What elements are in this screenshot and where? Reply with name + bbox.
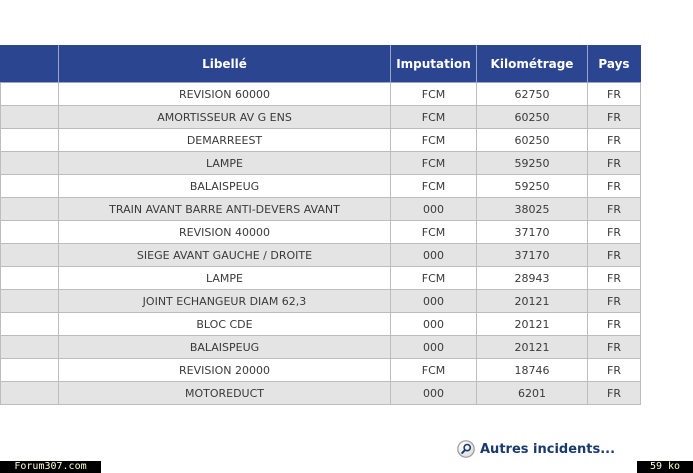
table-header bbox=[1, 46, 641, 83]
cell-kilometrage: 60250 bbox=[477, 129, 588, 152]
column-header-rowheader bbox=[1, 46, 59, 83]
cell-rowheader bbox=[1, 336, 59, 359]
cell-rowheader bbox=[1, 267, 59, 290]
cell-kilometrage: 20121 bbox=[477, 313, 588, 336]
cell-kilometrage: 20121 bbox=[477, 290, 588, 313]
cell-rowheader bbox=[1, 359, 59, 382]
file-size-badge: 59 ko bbox=[637, 461, 693, 473]
table-row bbox=[1, 198, 641, 221]
cell-imputation: 000 bbox=[391, 313, 477, 336]
cell-rowheader bbox=[1, 129, 59, 152]
table-row bbox=[1, 129, 641, 152]
cell-pays: FR bbox=[588, 313, 641, 336]
table-row bbox=[1, 83, 641, 106]
cell-rowheader bbox=[1, 83, 59, 106]
cell-libelle: REVISION 60000 bbox=[59, 83, 391, 106]
cell-libelle: DEMARREEST bbox=[59, 129, 391, 152]
table-row bbox=[1, 313, 641, 336]
cell-pays: FR bbox=[588, 152, 641, 175]
cell-libelle: LAMPE bbox=[59, 152, 391, 175]
column-header-imputation: Imputation bbox=[391, 46, 477, 83]
cell-pays: FR bbox=[588, 83, 641, 106]
cell-libelle: LAMPE bbox=[59, 267, 391, 290]
cell-pays: FR bbox=[588, 290, 641, 313]
cell-libelle: AMORTISSEUR AV G ENS bbox=[59, 106, 391, 129]
cell-libelle: JOINT ECHANGEUR DIAM 62,3 bbox=[59, 290, 391, 313]
cell-libelle: BALAISPEUG bbox=[59, 175, 391, 198]
cell-libelle: BLOC CDE bbox=[59, 313, 391, 336]
other-incidents-link[interactable] bbox=[457, 440, 615, 458]
cell-pays: FR bbox=[588, 244, 641, 267]
table-row bbox=[1, 382, 641, 405]
table-row bbox=[1, 221, 641, 244]
cell-kilometrage: 18746 bbox=[477, 359, 588, 382]
cell-imputation: 000 bbox=[391, 198, 477, 221]
other-incidents-label: Autres incidents... bbox=[480, 441, 616, 457]
cell-rowheader bbox=[1, 244, 59, 267]
cell-rowheader bbox=[1, 106, 59, 129]
cell-kilometrage: 60250 bbox=[477, 106, 588, 129]
watermark-forum307: Forum307.com bbox=[0, 461, 101, 473]
cell-rowheader bbox=[1, 290, 59, 313]
cell-pays: FR bbox=[588, 175, 641, 198]
column-header-kilometrage: Kilométrage bbox=[477, 46, 588, 83]
cell-kilometrage: 6201 bbox=[477, 382, 588, 405]
cell-pays: FR bbox=[588, 336, 641, 359]
cell-libelle: REVISION 40000 bbox=[59, 221, 391, 244]
cell-rowheader bbox=[1, 175, 59, 198]
column-header-libelle: Libellé bbox=[59, 46, 391, 83]
table-header-row bbox=[1, 46, 641, 83]
cell-imputation: FCM bbox=[391, 175, 477, 198]
cell-imputation: FCM bbox=[391, 152, 477, 175]
cell-pays: FR bbox=[588, 267, 641, 290]
table-row bbox=[1, 106, 641, 129]
cell-imputation: 000 bbox=[391, 336, 477, 359]
cell-kilometrage: 37170 bbox=[477, 244, 588, 267]
table-row bbox=[1, 336, 641, 359]
column-header-pays: Pays bbox=[588, 46, 641, 83]
cell-kilometrage: 38025 bbox=[477, 198, 588, 221]
cell-pays: FR bbox=[588, 221, 641, 244]
cell-kilometrage: 37170 bbox=[477, 221, 588, 244]
cell-imputation: 000 bbox=[391, 382, 477, 405]
cell-pays: FR bbox=[588, 129, 641, 152]
cell-imputation: FCM bbox=[391, 106, 477, 129]
cell-rowheader bbox=[1, 152, 59, 175]
cell-rowheader bbox=[1, 198, 59, 221]
table-body bbox=[1, 83, 641, 405]
cell-imputation: FCM bbox=[391, 129, 477, 152]
table-row bbox=[1, 290, 641, 313]
cell-pays: FR bbox=[588, 106, 641, 129]
cell-imputation: FCM bbox=[391, 221, 477, 244]
cell-imputation: 000 bbox=[391, 290, 477, 313]
cell-libelle: TRAIN AVANT BARRE ANTI-DEVERS AVANT bbox=[59, 198, 391, 221]
table-row bbox=[1, 244, 641, 267]
magnifier-icon bbox=[457, 440, 475, 458]
cell-pays: FR bbox=[588, 359, 641, 382]
cell-kilometrage: 20121 bbox=[477, 336, 588, 359]
cell-libelle: REVISION 20000 bbox=[59, 359, 391, 382]
cell-rowheader bbox=[1, 221, 59, 244]
cell-rowheader bbox=[1, 382, 59, 405]
cell-kilometrage: 62750 bbox=[477, 83, 588, 106]
table-row bbox=[1, 175, 641, 198]
cell-libelle: SIEGE AVANT GAUCHE / DROITE bbox=[59, 244, 391, 267]
cell-pays: FR bbox=[588, 382, 641, 405]
cell-kilometrage: 28943 bbox=[477, 267, 588, 290]
cell-kilometrage: 59250 bbox=[477, 175, 588, 198]
cell-libelle: BALAISPEUG bbox=[59, 336, 391, 359]
table-row bbox=[1, 267, 641, 290]
incidents-table bbox=[0, 45, 641, 405]
cell-pays: FR bbox=[588, 198, 641, 221]
cell-imputation: 000 bbox=[391, 244, 477, 267]
cell-imputation: FCM bbox=[391, 83, 477, 106]
cell-libelle: MOTOREDUCT bbox=[59, 382, 391, 405]
cell-kilometrage: 59250 bbox=[477, 152, 588, 175]
table-row bbox=[1, 152, 641, 175]
table-row bbox=[1, 359, 641, 382]
cell-imputation: FCM bbox=[391, 359, 477, 382]
cell-imputation: FCM bbox=[391, 267, 477, 290]
cell-rowheader bbox=[1, 313, 59, 336]
